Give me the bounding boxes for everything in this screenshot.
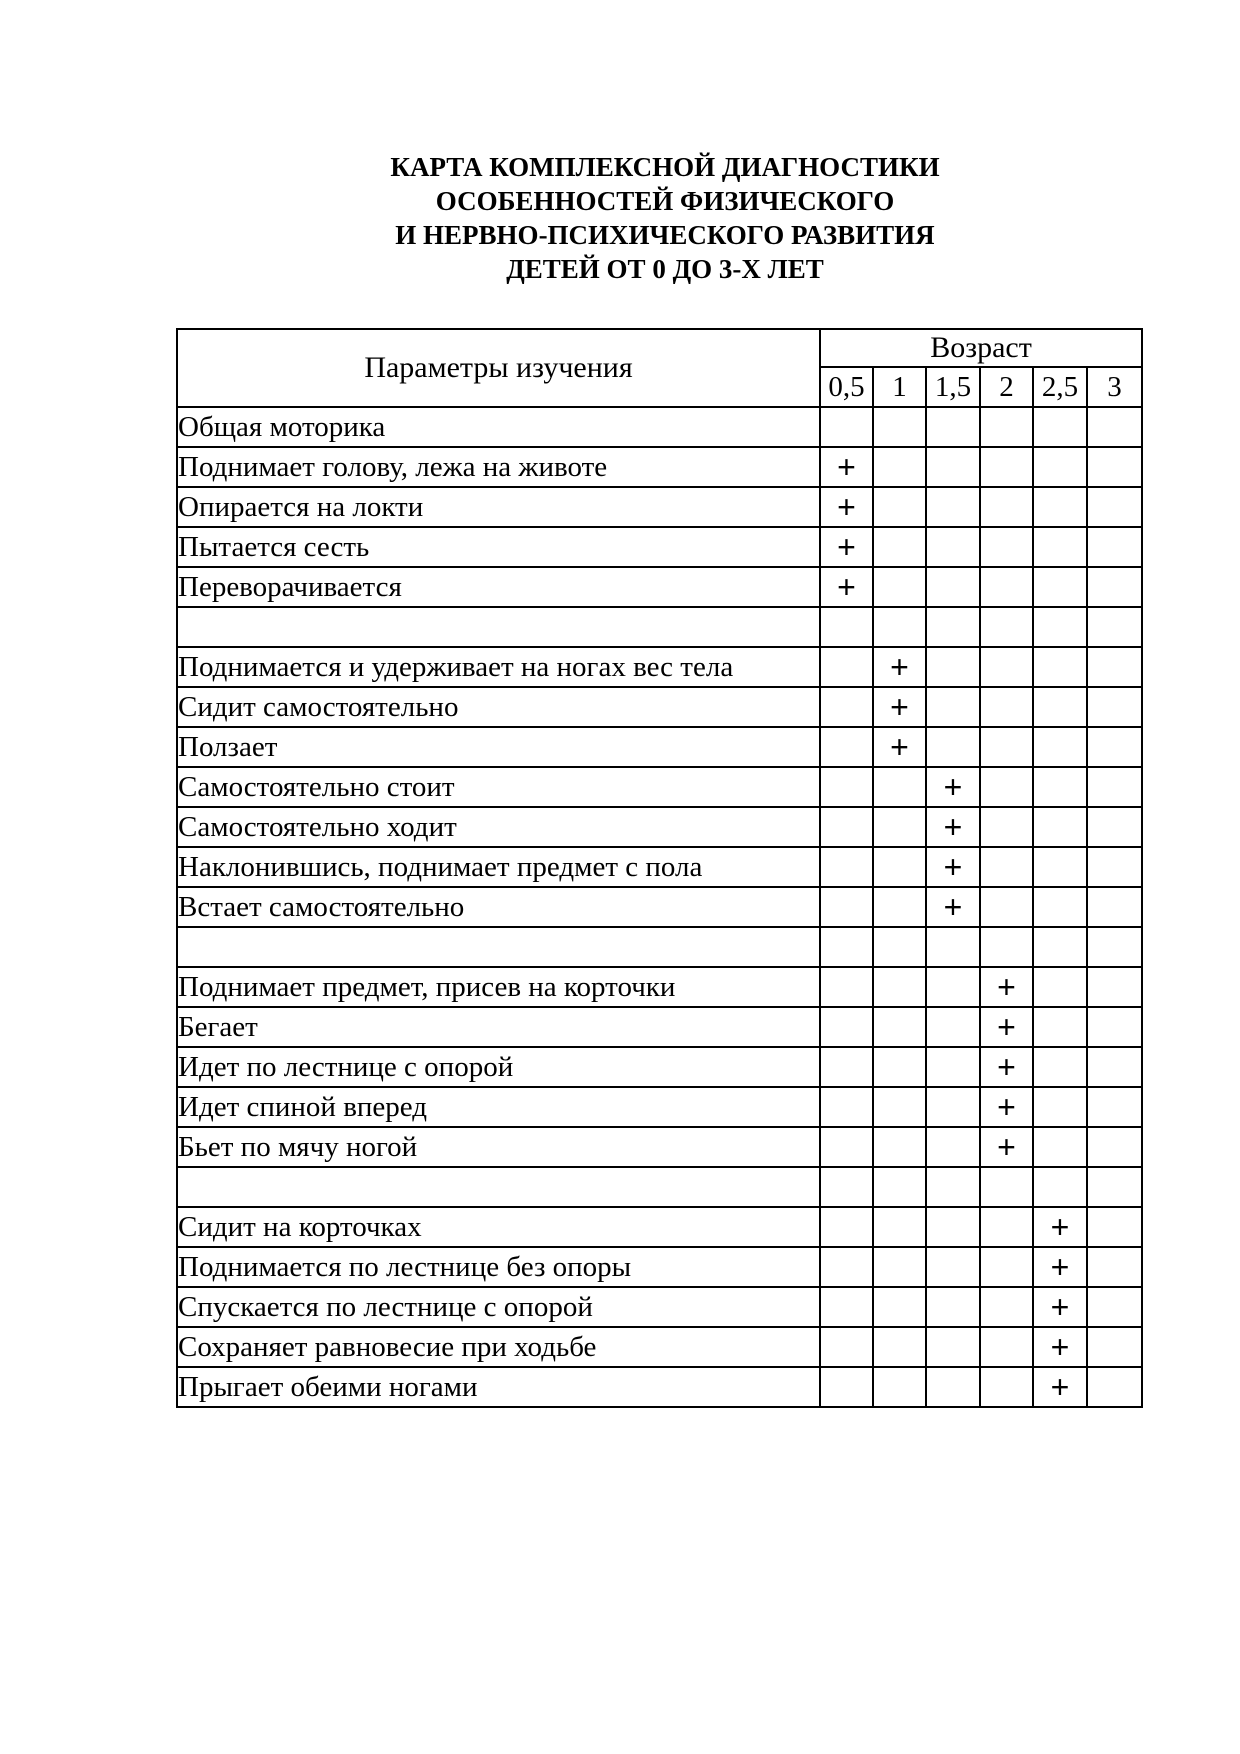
blank-row: [177, 607, 1142, 647]
age-mark-cell: [980, 447, 1033, 487]
param-label: Прыгает обеими ногами: [177, 1367, 820, 1407]
param-label: Поднимает голову, лежа на животе: [177, 447, 820, 487]
age-mark-cell: [1087, 407, 1142, 447]
age-mark-cell: [980, 487, 1033, 527]
age-mark-cell: [873, 527, 926, 567]
age-mark-cell: [1033, 1047, 1087, 1087]
param-label: Наклонившись, поднимает предмет с пола: [177, 847, 820, 887]
age-mark-cell: [873, 487, 926, 527]
age-mark-cell: [873, 847, 926, 887]
section-row: [177, 407, 1142, 447]
age-mark-cell: [820, 1247, 873, 1287]
age-mark-cell: +: [926, 767, 980, 807]
age-mark-cell: [873, 1327, 926, 1367]
age-mark-cell: [873, 887, 926, 927]
age-mark-cell: [926, 1247, 980, 1287]
age-mark-cell: [1087, 1127, 1142, 1167]
age-mark-cell: [926, 1327, 980, 1367]
age-mark-cell: [873, 1367, 926, 1407]
table-row: [177, 727, 1142, 767]
age-mark-cell: [1087, 847, 1142, 887]
param-label: Опирается на локти: [177, 487, 820, 527]
age-mark-cell: [926, 927, 980, 967]
table-row: [177, 887, 1142, 927]
age-mark-cell: [1033, 927, 1087, 967]
age-mark-cell: [1033, 887, 1087, 927]
age-mark-cell: [1087, 607, 1142, 647]
age-column-header: 2: [980, 367, 1033, 407]
age-mark-cell: [1033, 487, 1087, 527]
table-row: [177, 1367, 1142, 1407]
age-mark-cell: [1033, 967, 1087, 1007]
age-mark-cell: [1087, 1047, 1142, 1087]
table-row: [177, 687, 1142, 727]
age-mark-cell: [820, 887, 873, 927]
age-mark-cell: [1033, 447, 1087, 487]
age-mark-cell: [980, 567, 1033, 607]
age-mark-cell: [980, 767, 1033, 807]
param-label: [177, 1167, 820, 1207]
age-mark-cell: [1087, 1007, 1142, 1047]
age-mark-cell: [926, 967, 980, 1007]
age-mark-cell: [873, 807, 926, 847]
age-mark-cell: [980, 887, 1033, 927]
age-mark-cell: [873, 407, 926, 447]
age-mark-cell: [873, 1287, 926, 1327]
table-header: [177, 329, 1142, 407]
age-mark-cell: [926, 1007, 980, 1047]
table-row: [177, 447, 1142, 487]
age-mark-cell: [873, 767, 926, 807]
age-mark-cell: [926, 407, 980, 447]
param-label: Бьет по мячу ногой: [177, 1127, 820, 1167]
age-mark-cell: [873, 1127, 926, 1167]
age-mark-cell: [926, 1167, 980, 1207]
age-mark-cell: [1033, 727, 1087, 767]
age-mark-cell: [1087, 1167, 1142, 1207]
age-mark-cell: [1087, 1087, 1142, 1127]
age-mark-cell: +: [820, 527, 873, 567]
age-mark-cell: [926, 647, 980, 687]
age-mark-cell: [1087, 687, 1142, 727]
age-mark-cell: [1033, 847, 1087, 887]
age-mark-cell: [926, 1127, 980, 1167]
table-row: [177, 1047, 1142, 1087]
age-header: Возраст: [820, 329, 1142, 367]
age-mark-cell: [926, 447, 980, 487]
age-mark-cell: [926, 1087, 980, 1127]
age-mark-cell: [1087, 807, 1142, 847]
age-mark-cell: [980, 847, 1033, 887]
age-mark-cell: [980, 1367, 1033, 1407]
param-label: Самостоятельно ходит: [177, 807, 820, 847]
age-mark-cell: +: [1033, 1367, 1087, 1407]
age-mark-cell: [820, 1367, 873, 1407]
age-mark-cell: +: [873, 647, 926, 687]
age-mark-cell: [980, 727, 1033, 767]
param-label: Бегает: [177, 1007, 820, 1047]
age-mark-cell: [980, 687, 1033, 727]
age-mark-cell: [1087, 487, 1142, 527]
age-mark-cell: [873, 1247, 926, 1287]
age-mark-cell: +: [980, 1047, 1033, 1087]
blank-row: [177, 1167, 1142, 1207]
age-mark-cell: [980, 927, 1033, 967]
age-mark-cell: [926, 1207, 980, 1247]
age-mark-cell: [820, 687, 873, 727]
age-mark-cell: [980, 1327, 1033, 1367]
age-mark-cell: [980, 527, 1033, 567]
age-column-header: 1: [873, 367, 926, 407]
age-mark-cell: [820, 1007, 873, 1047]
age-mark-cell: [980, 1287, 1033, 1327]
age-mark-cell: +: [980, 1127, 1033, 1167]
age-column-header: 1,5: [926, 367, 980, 407]
param-label: Встает самостоятельно: [177, 887, 820, 927]
age-mark-cell: [873, 1047, 926, 1087]
param-label: Сидит самостоятельно: [177, 687, 820, 727]
age-mark-cell: [1087, 1287, 1142, 1327]
age-mark-cell: [1087, 927, 1142, 967]
table-row: [177, 807, 1142, 847]
age-mark-cell: [1033, 607, 1087, 647]
title-line: ОСОБЕННОСТЕЙ ФИЗИЧЕСКОГО: [435, 186, 895, 216]
age-mark-cell: +: [1033, 1287, 1087, 1327]
age-mark-cell: [980, 1247, 1033, 1287]
age-mark-cell: [820, 807, 873, 847]
age-mark-cell: +: [980, 1007, 1033, 1047]
age-mark-cell: [1033, 407, 1087, 447]
age-mark-cell: +: [980, 1087, 1033, 1127]
age-mark-cell: [820, 967, 873, 1007]
param-label: Идет спиной вперед: [177, 1087, 820, 1127]
age-mark-cell: +: [1033, 1207, 1087, 1247]
age-mark-cell: [820, 1127, 873, 1167]
age-mark-cell: [1087, 887, 1142, 927]
age-column-header: 0,5: [820, 367, 873, 407]
age-mark-cell: [1033, 687, 1087, 727]
age-mark-cell: [1087, 647, 1142, 687]
age-mark-cell: [820, 647, 873, 687]
age-mark-cell: [980, 607, 1033, 647]
age-mark-cell: [1087, 767, 1142, 807]
age-mark-cell: [926, 687, 980, 727]
age-mark-cell: [873, 447, 926, 487]
table-row: [177, 967, 1142, 1007]
age-mark-cell: [873, 927, 926, 967]
param-label: Поднимается по лестнице без опоры: [177, 1247, 820, 1287]
age-mark-cell: [1033, 767, 1087, 807]
age-mark-cell: +: [926, 847, 980, 887]
age-mark-cell: [926, 527, 980, 567]
table-row: [177, 1327, 1142, 1367]
age-mark-cell: [1087, 1327, 1142, 1367]
age-mark-cell: [1033, 647, 1087, 687]
param-label: Спускается по лестнице с опорой: [177, 1287, 820, 1327]
table-body: [177, 407, 1142, 1407]
title-line: ДЕТЕЙ ОТ 0 ДО 3-Х ЛЕТ: [506, 254, 824, 284]
title-line: И НЕРВНО-ПСИХИЧЕСКОГО РАЗВИТИЯ: [395, 220, 935, 250]
table-row: [177, 1207, 1142, 1247]
age-mark-cell: [820, 727, 873, 767]
age-mark-cell: [873, 1167, 926, 1207]
table-row: [177, 1127, 1142, 1167]
diagnostics-table: [176, 328, 1143, 1408]
age-mark-cell: [1033, 1127, 1087, 1167]
age-mark-cell: +: [873, 727, 926, 767]
param-label: Сидит на корточках: [177, 1207, 820, 1247]
age-mark-cell: [820, 847, 873, 887]
param-label: [177, 607, 820, 647]
age-mark-cell: [1087, 1367, 1142, 1407]
param-label: Ползает: [177, 727, 820, 767]
age-mark-cell: [1087, 1207, 1142, 1247]
age-mark-cell: [873, 1207, 926, 1247]
blank-row: [177, 927, 1142, 967]
age-mark-cell: +: [820, 447, 873, 487]
age-mark-cell: +: [820, 487, 873, 527]
age-mark-cell: +: [820, 567, 873, 607]
age-mark-cell: [873, 1087, 926, 1127]
age-mark-cell: [1087, 447, 1142, 487]
age-mark-cell: [820, 1327, 873, 1367]
table-row: [177, 1247, 1142, 1287]
age-mark-cell: [1087, 527, 1142, 567]
age-mark-cell: +: [873, 687, 926, 727]
age-mark-cell: [873, 967, 926, 1007]
table-row: [177, 847, 1142, 887]
table-row: [177, 1087, 1142, 1127]
age-mark-cell: [980, 407, 1033, 447]
table-row: [177, 647, 1142, 687]
param-label: Идет по лестнице с опорой: [177, 1047, 820, 1087]
table-row: [177, 567, 1142, 607]
age-mark-cell: [926, 727, 980, 767]
age-mark-cell: [926, 567, 980, 607]
age-mark-cell: +: [926, 887, 980, 927]
age-mark-cell: [1033, 807, 1087, 847]
params-header: Параметры изучения: [177, 329, 820, 407]
param-label: Самостоятельно стоит: [177, 767, 820, 807]
age-mark-cell: +: [926, 807, 980, 847]
age-mark-cell: [980, 1167, 1033, 1207]
table-row: [177, 487, 1142, 527]
age-mark-cell: [820, 1047, 873, 1087]
param-label: Поднимает предмет, присев на корточки: [177, 967, 820, 1007]
age-mark-cell: [1033, 1167, 1087, 1207]
table-row: [177, 1287, 1142, 1327]
age-mark-cell: +: [1033, 1247, 1087, 1287]
age-mark-cell: [1087, 1247, 1142, 1287]
age-mark-cell: [926, 1047, 980, 1087]
age-column-header: 2,5: [1033, 367, 1087, 407]
age-mark-cell: [820, 1207, 873, 1247]
age-mark-cell: [980, 647, 1033, 687]
age-mark-cell: [820, 407, 873, 447]
document-title: [0, 150, 1240, 286]
table-row: [177, 1007, 1142, 1047]
age-mark-cell: [820, 607, 873, 647]
param-label: Поднимается и удерживает на ногах вес тела: [177, 647, 820, 687]
param-label: Переворачивается: [177, 567, 820, 607]
age-mark-cell: [1033, 567, 1087, 607]
age-mark-cell: [873, 567, 926, 607]
age-mark-cell: [980, 1207, 1033, 1247]
section-label: Общая моторика: [177, 407, 820, 447]
param-label: Пытается сесть: [177, 527, 820, 567]
age-mark-cell: [926, 1367, 980, 1407]
age-mark-cell: [926, 607, 980, 647]
param-label: Сохраняет равновесие при ходьбе: [177, 1327, 820, 1367]
table-row: [177, 767, 1142, 807]
age-mark-cell: [820, 1167, 873, 1207]
age-mark-cell: [873, 1007, 926, 1047]
param-label: [177, 927, 820, 967]
age-mark-cell: [980, 807, 1033, 847]
age-column-header: 3: [1087, 367, 1142, 407]
title-line: КАРТА КОМПЛЕКСНОЙ ДИАГНОСТИКИ: [390, 152, 940, 182]
age-mark-cell: [820, 1087, 873, 1127]
table-row: [177, 527, 1142, 567]
age-mark-cell: [820, 1287, 873, 1327]
age-mark-cell: [1033, 527, 1087, 567]
age-mark-cell: [1087, 567, 1142, 607]
age-mark-cell: [1087, 727, 1142, 767]
age-mark-cell: +: [980, 967, 1033, 1007]
age-mark-cell: +: [1033, 1327, 1087, 1367]
age-mark-cell: [820, 767, 873, 807]
age-mark-cell: [820, 927, 873, 967]
age-mark-cell: [873, 607, 926, 647]
age-mark-cell: [1033, 1087, 1087, 1127]
age-mark-cell: [1087, 967, 1142, 1007]
age-mark-cell: [1033, 1007, 1087, 1047]
age-mark-cell: [926, 1287, 980, 1327]
age-mark-cell: [926, 487, 980, 527]
